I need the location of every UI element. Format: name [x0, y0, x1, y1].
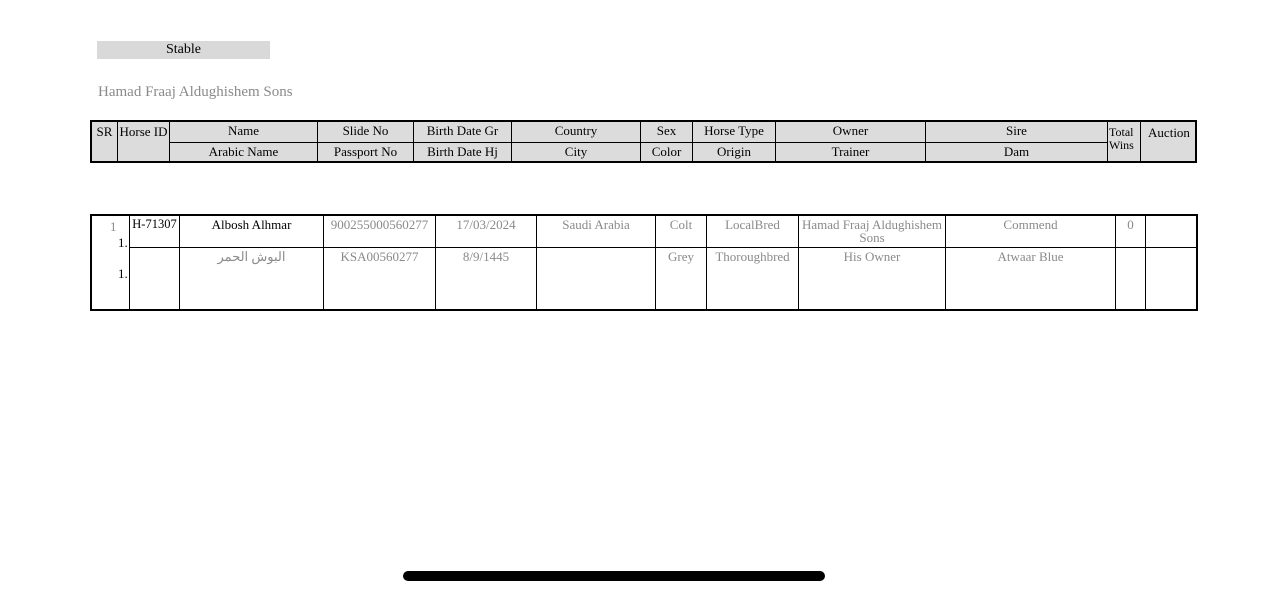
col-country: Country	[512, 122, 641, 143]
col-slide-no: Slide No	[318, 122, 414, 143]
col-birth-date-gr: Birth Date Gr	[414, 122, 512, 143]
col-total-wins: Total Wins	[1108, 122, 1141, 163]
col-dam: Dam	[926, 143, 1108, 163]
cell-owner: Hamad Fraaj Aldughishem Sons	[799, 216, 946, 248]
cell-horse-id-blank	[130, 248, 180, 311]
col-sire: Sire	[926, 122, 1108, 143]
col-owner: Owner	[776, 122, 926, 143]
stable-owner-name: Hamad Fraaj Aldughishem Sons	[98, 84, 293, 100]
row-sr-number: 1	[110, 219, 117, 234]
cell-city	[537, 248, 656, 311]
cell-sex: Colt	[656, 216, 707, 248]
cell-country: Saudi Arabia	[537, 216, 656, 248]
cell-auction	[1146, 216, 1198, 248]
cell-birth-date-hj: 8/9/1445	[436, 248, 537, 311]
col-horse-type: Horse Type	[693, 122, 776, 143]
col-horse-id: Horse ID	[118, 122, 170, 163]
row-sr-cell	[92, 216, 130, 311]
stable-label: Stable	[97, 41, 270, 59]
col-birth-date-hj: Birth Date Hj	[414, 143, 512, 163]
cell-origin: Thoroughbred	[707, 248, 799, 311]
cell-horse-type: LocalBred	[707, 216, 799, 248]
col-city: City	[512, 143, 641, 163]
cell-trainer: His Owner	[799, 248, 946, 311]
horse-data-table	[90, 214, 1198, 311]
cell-slide-no: 900255000560277	[324, 216, 436, 248]
cell-passport-no: KSA00560277	[324, 248, 436, 311]
cell-total-wins-blank	[1116, 248, 1146, 311]
cell-color: Grey	[656, 248, 707, 311]
cell-total-wins: 0	[1116, 216, 1146, 248]
cell-auction-blank	[1146, 248, 1198, 311]
col-color: Color	[641, 143, 693, 163]
horizontal-scrollbar[interactable]	[403, 571, 825, 581]
cell-sire: Commend	[946, 216, 1116, 248]
col-arabic-name: Arabic Name	[170, 143, 318, 163]
row-sr-sub-1: 1.	[118, 235, 128, 250]
col-name: Name	[170, 122, 318, 143]
cell-arabic-name: البوش الحمر	[180, 248, 324, 311]
cell-dam: Atwaar Blue	[946, 248, 1116, 311]
col-sex: Sex	[641, 122, 693, 143]
col-sr: SR	[92, 122, 118, 163]
column-header-table	[90, 120, 1197, 163]
cell-name: Albosh Alhmar	[180, 216, 324, 248]
cell-birth-date-gr: 17/03/2024	[436, 216, 537, 248]
cell-horse-id: H-71307	[130, 216, 180, 248]
col-passport-no: Passport No	[318, 143, 414, 163]
row-sr-sub-2: 1.	[118, 266, 128, 281]
col-auction: Auction	[1148, 125, 1190, 140]
col-trainer: Trainer	[776, 143, 926, 163]
col-origin: Origin	[693, 143, 776, 163]
